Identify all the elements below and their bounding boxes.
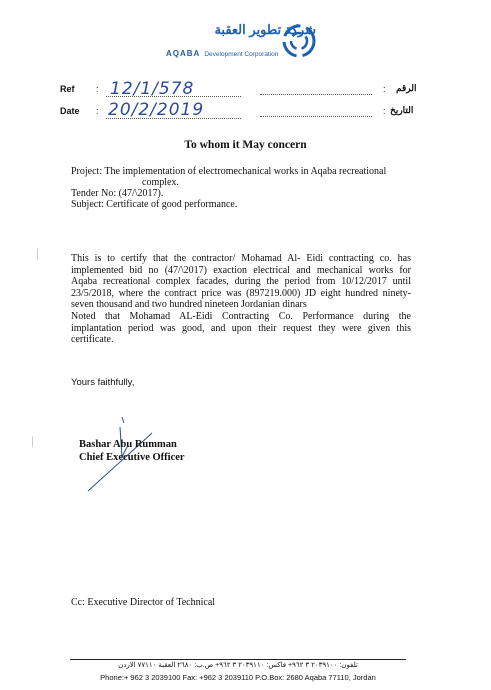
ref-label-ar: الرقم [396,83,417,93]
body-line: Aqaba recreational complex facades, during the period from 10/12/2017 until [71,276,411,288]
ref-dotted-line [106,96,241,97]
scan-mark [32,436,36,448]
body-line: This is to certify that the contractor/ Mohamad Al- Eidi contracting co. has [71,253,411,264]
date-dotted-line [106,118,241,119]
footer-english: Phone:+ 962 3 2039100 Fax: +962 3 2039110 P.O.Box: 2680 Aqaba 77110, Jordan [100,673,376,682]
date-dotted-line-ar [260,116,372,117]
project-line: Project: The implementation of electromechanical works in Aqaba recreational [71,166,387,177]
letter-heading: To whom it May concern [184,139,307,151]
body-line: Noted that Mohamad AL-Eidi Contracting Co. Performance during the [71,310,411,322]
company-brand: AQABA [166,49,201,58]
closing-text: Yours faithfully, [71,377,135,388]
date-colon: : [96,106,99,116]
subject-line: Subject: Certificate of good performance. [71,199,238,210]
ref-dotted-line-ar [260,94,372,95]
scan-mark [37,248,41,260]
ref-value: 12/1/578 [110,79,195,99]
ref-colon: : [96,84,99,94]
company-logo-icon [278,20,320,62]
ref-label: Ref [60,84,75,94]
ref-colon-ar: : [383,84,386,94]
date-colon-ar: : [383,106,386,116]
body-line: 23/5/2018, where the contract price was (897219.000) JD eight hundred ninety- [71,287,411,299]
signatory-title: Chief Executive Officer [79,452,185,463]
date-value: 20/2/2019 [108,100,205,120]
date-label: Date [60,106,80,116]
cc-line: Cc: Executive Director of Technical [71,597,216,608]
body-line: implantation period was good, and upon their request they were given this [71,322,411,334]
signatory-name: Bashar Abu Rumman [79,439,177,450]
body-line: seven thousand and two hundred nineteen Jordanian dinars [71,299,307,311]
body-line: implemented bid no (47/\2017) exaction electrical and mechanical works for [71,264,411,276]
body-line: certificate. [71,334,114,346]
footer-rule [70,659,406,660]
footer-arabic: تلفون: ٢٠٣٩١٠٠ ٣ ٩٦٢+ فاكس: ٢٠٣٩١١٠ ٣ ٩٦٢+ ص.ب: ٢٦٨٠ العقبة ٧٧١١٠ الاردن [118,662,358,669]
project-line-cont: complex. [142,177,179,188]
company-arabic-name: شركة تطوير العقبة [214,22,316,37]
project-block [71,166,386,210]
company-brand-suffix: Development Corporation [204,51,279,58]
signatory-block [79,438,185,464]
date-label-ar: التاريخ [390,105,414,115]
certificate-body [71,253,411,346]
company-english-name [166,43,278,61]
tender-line: Tender No: (47/\2017). [71,188,164,199]
